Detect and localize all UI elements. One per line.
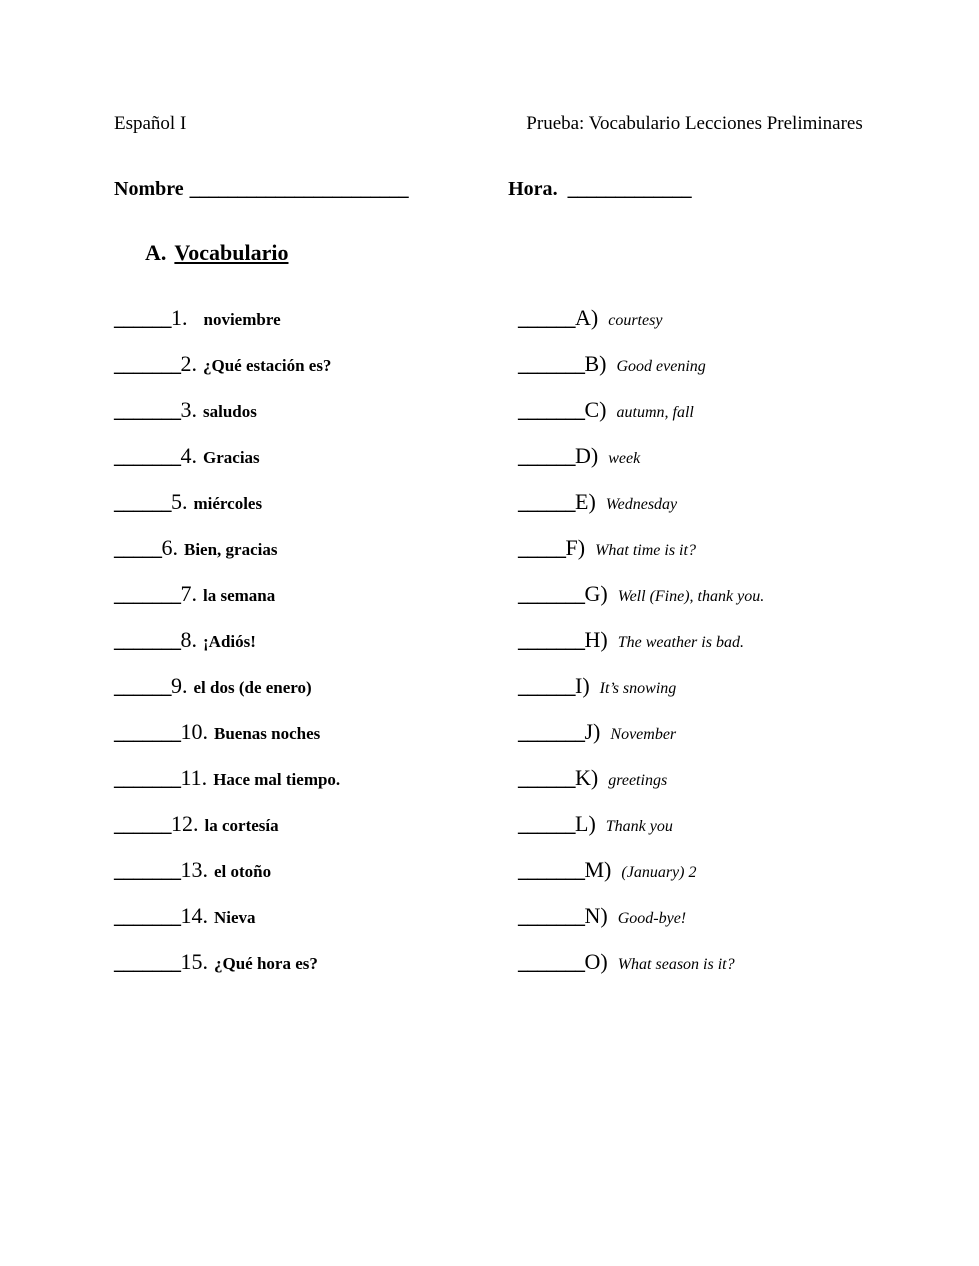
item-term: saludos xyxy=(203,402,257,421)
item-definition: The weather is bad. xyxy=(617,634,744,651)
matching-row xyxy=(114,397,904,443)
list-item xyxy=(114,581,275,607)
course-title: Español I xyxy=(114,113,187,134)
list-item xyxy=(114,903,256,929)
answer-blank[interactable]: _______ xyxy=(518,906,585,928)
item-term: el otoño xyxy=(214,862,272,881)
list-item xyxy=(114,811,279,837)
item-letter: O) xyxy=(584,949,608,974)
list-item xyxy=(518,535,696,561)
item-number: 14. xyxy=(180,903,208,928)
answer-blank[interactable]: _______ xyxy=(114,768,181,790)
item-term: Buenas noches xyxy=(214,724,321,743)
item-number: 5. xyxy=(171,489,188,514)
answer-blank[interactable]: _______ xyxy=(114,354,181,376)
item-term: el dos (de enero) xyxy=(193,678,312,697)
item-number: 3. xyxy=(180,397,197,422)
item-term: miércoles xyxy=(193,494,263,513)
item-letter: B) xyxy=(584,351,607,376)
hora-input-blank[interactable]: _____________ xyxy=(567,178,692,200)
item-number: 2. xyxy=(180,351,197,376)
matching-row xyxy=(114,719,904,765)
list-item xyxy=(518,627,744,653)
item-definition: autumn, fall xyxy=(616,404,694,421)
item-term: Gracias xyxy=(203,448,260,467)
item-number: 1. xyxy=(171,305,188,330)
answer-blank[interactable]: ______ xyxy=(114,308,171,330)
item-letter: G) xyxy=(584,581,608,606)
list-item xyxy=(114,351,331,377)
list-item xyxy=(518,397,694,423)
matching-exercise xyxy=(114,305,904,995)
hora-period: . xyxy=(552,178,558,200)
item-letter: A) xyxy=(575,305,599,330)
list-item xyxy=(518,305,662,331)
item-number: 9. xyxy=(171,673,188,698)
name-label: Nombre xyxy=(114,178,184,200)
list-item xyxy=(114,765,340,791)
item-letter: J) xyxy=(584,719,601,744)
item-letter: E) xyxy=(575,489,596,514)
list-item xyxy=(114,949,318,975)
item-number: 6. xyxy=(161,535,178,560)
matching-row xyxy=(114,443,904,489)
answer-blank[interactable]: ______ xyxy=(114,814,171,836)
list-item xyxy=(114,719,320,745)
matching-row xyxy=(114,903,904,949)
list-item xyxy=(518,811,673,837)
item-letter: I) xyxy=(575,673,590,698)
list-item xyxy=(114,397,257,423)
section-letter: A. xyxy=(145,240,167,265)
list-item xyxy=(114,627,256,653)
item-definition: Good evening xyxy=(616,358,706,375)
item-definition: week xyxy=(608,450,641,467)
item-number: 8. xyxy=(180,627,197,652)
matching-row xyxy=(114,765,904,811)
answer-blank[interactable]: _______ xyxy=(518,354,585,376)
item-number: 13. xyxy=(180,857,208,882)
item-definition: courtesy xyxy=(608,312,663,329)
hora-label: Hora xyxy=(508,178,553,200)
answer-blank[interactable]: _______ xyxy=(114,722,181,744)
list-item xyxy=(518,765,667,791)
answer-blank[interactable]: _______ xyxy=(518,952,585,974)
matching-row xyxy=(114,305,904,351)
list-item xyxy=(114,443,260,469)
item-term: la semana xyxy=(203,586,276,605)
item-number: 7. xyxy=(180,581,197,606)
item-definition: (January) 2 xyxy=(621,864,697,881)
item-number: 11. xyxy=(180,765,208,790)
answer-blank[interactable]: ______ xyxy=(518,768,575,790)
name-input-blank[interactable]: _______________________ xyxy=(189,178,409,200)
item-definition: What time is it? xyxy=(595,542,696,559)
matching-row xyxy=(114,673,904,719)
answer-blank[interactable]: _______ xyxy=(114,906,181,928)
item-letter: K) xyxy=(575,765,599,790)
answer-blank[interactable]: ______ xyxy=(518,308,575,330)
quiz-title: Prueba: Vocabulario Lecciones Preliminares xyxy=(526,113,863,134)
list-item xyxy=(518,443,640,469)
matching-row xyxy=(114,949,904,995)
matching-row xyxy=(114,811,904,857)
list-item xyxy=(114,489,262,515)
answer-blank[interactable]: ______ xyxy=(518,492,575,514)
item-term: Bien, gracias xyxy=(184,540,278,559)
item-definition: What season is it? xyxy=(617,956,735,973)
item-letter: L) xyxy=(575,811,596,836)
matching-row xyxy=(114,489,904,535)
list-item xyxy=(518,351,706,377)
matching-row xyxy=(114,351,904,397)
item-letter: C) xyxy=(584,397,607,422)
answer-blank[interactable]: _______ xyxy=(518,860,585,882)
matching-row xyxy=(114,857,904,903)
answer-blank[interactable]: ______ xyxy=(518,676,575,698)
item-definition: November xyxy=(610,726,677,743)
item-term: Nieva xyxy=(214,908,256,927)
answer-blank[interactable]: ______ xyxy=(114,492,171,514)
student-info-row xyxy=(114,178,894,201)
list-item xyxy=(518,949,735,975)
list-item xyxy=(518,719,676,745)
answer-blank[interactable]: _______ xyxy=(114,860,181,882)
item-definition: Good-bye! xyxy=(617,910,687,927)
answer-blank[interactable]: ______ xyxy=(114,676,171,698)
answer-blank[interactable]: ______ xyxy=(518,814,575,836)
item-number: 10. xyxy=(180,719,208,744)
item-number: 15. xyxy=(180,949,208,974)
list-item xyxy=(114,305,281,331)
item-definition: Well (Fine), thank you. xyxy=(617,588,765,605)
item-letter: N) xyxy=(584,903,608,928)
list-item xyxy=(518,857,696,883)
matching-row xyxy=(114,581,904,627)
answer-blank[interactable]: _______ xyxy=(518,400,585,422)
answer-blank[interactable]: _______ xyxy=(114,630,181,652)
item-letter: H) xyxy=(584,627,608,652)
item-letter: M) xyxy=(584,857,612,882)
answer-blank[interactable]: _______ xyxy=(114,952,181,974)
item-term: ¡Adiós! xyxy=(203,632,256,651)
item-number: 12. xyxy=(171,811,199,836)
list-item xyxy=(114,673,312,699)
list-item xyxy=(518,489,677,515)
item-term: ¿Qué hora es? xyxy=(214,954,318,973)
item-definition: greetings xyxy=(608,772,668,789)
answer-blank[interactable]: _______ xyxy=(518,722,585,744)
item-term: la cortesía xyxy=(204,816,279,835)
matching-row xyxy=(114,535,904,581)
answer-blank[interactable]: _____ xyxy=(114,538,162,560)
list-item xyxy=(114,857,271,883)
answer-blank[interactable]: _______ xyxy=(114,584,181,606)
matching-row xyxy=(114,627,904,673)
section-title: Vocabulario xyxy=(174,240,289,265)
document-header xyxy=(114,113,874,135)
answer-blank[interactable]: _______ xyxy=(114,446,181,468)
answer-blank[interactable]: _______ xyxy=(518,584,585,606)
item-letter: F) xyxy=(565,535,586,560)
answer-blank[interactable]: _______ xyxy=(518,630,585,652)
item-number: 4. xyxy=(180,443,197,468)
hora-group xyxy=(508,178,691,201)
list-item xyxy=(518,581,764,607)
list-item xyxy=(114,535,278,561)
answer-blank[interactable]: _______ xyxy=(114,400,181,422)
list-item xyxy=(518,673,676,699)
item-term: ¿Qué estación es? xyxy=(203,356,332,375)
item-definition: It’s snowing xyxy=(599,680,677,697)
list-item xyxy=(518,903,686,929)
item-term: Hace mal tiempo. xyxy=(213,770,341,789)
item-definition: Thank you xyxy=(605,818,673,835)
answer-blank[interactable]: ______ xyxy=(518,446,575,468)
answer-blank[interactable]: _____ xyxy=(518,538,566,560)
item-term: noviembre xyxy=(203,310,281,329)
item-letter: D) xyxy=(575,443,599,468)
item-definition: Wednesday xyxy=(605,496,678,513)
section-heading xyxy=(145,240,288,266)
